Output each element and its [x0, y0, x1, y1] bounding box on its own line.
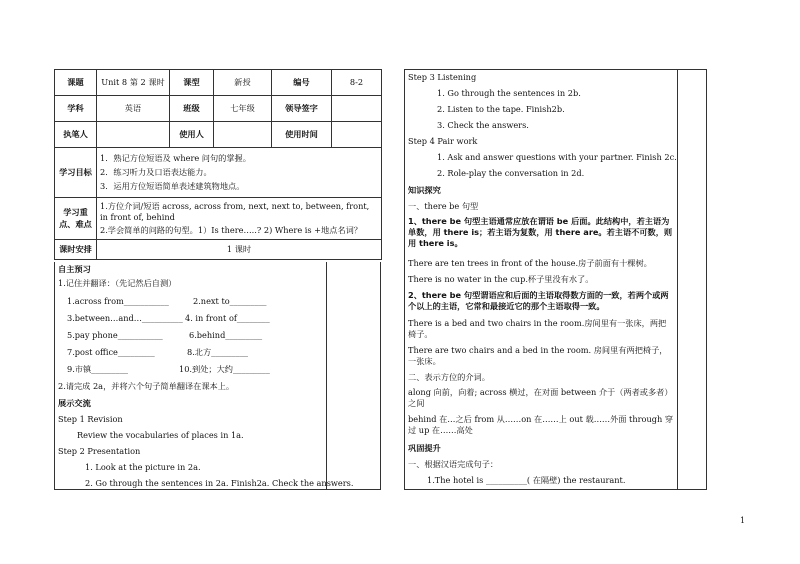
example-sentence: There is a bed and two chairs in the room.房间里有一张床，两把椅子。: [408, 318, 667, 340]
vocab-item: 9.市镇_________: [67, 364, 129, 374]
example-sentence: There are ten trees in front of the house.房子前面有十棵树。: [408, 258, 652, 268]
key-point-2: 2.学会简单的问路的句型。1）Is there…..? 2) Where is +地点名词？: [100, 225, 362, 236]
step-1-body: Review the vocabularies of places in 1a.: [77, 430, 244, 440]
value-leader-sign: [332, 96, 382, 122]
explore-title: 知识探究: [408, 185, 441, 195]
vocab-item: 10.到处；大约_________: [179, 364, 270, 374]
step-2-item: 2. Go through the sentences in 2a. Finish2a. Check the answers.: [85, 478, 354, 488]
step-1-heading: Step 1 Revision: [58, 414, 123, 424]
prepositions-1: along 向前，向着; across 横过，在对面 between 介于（两者或多者）之间: [408, 387, 673, 409]
show-title: 展示交流: [58, 398, 91, 408]
step-4-heading: Step 4 Pair work: [408, 136, 478, 146]
section-2-heading: 二、表示方位的介词。: [408, 372, 490, 382]
vocab-item: 1.across from___________: [67, 296, 169, 306]
label-subject: 学科: [55, 96, 97, 122]
vocab-item: 7.post office_________: [67, 347, 155, 357]
value-number: 8-2: [332, 70, 382, 96]
key-points: [97, 198, 382, 240]
value-subject: 英语: [97, 96, 170, 122]
preview-instruction: 1.记住并翻译：（先记然后自测）: [58, 278, 177, 288]
label-leader-sign: 领导签字: [272, 96, 332, 122]
step-3-item: 1. Go through the sentences in 2b.: [437, 88, 581, 98]
task-2: 2.请完成 2a，并将六个句子简单翻译在课本上。: [58, 381, 235, 391]
label-author: 执笔人: [55, 122, 97, 148]
step-3-heading: Step 3 Listening: [408, 72, 477, 82]
notes-column-divider: [326, 262, 327, 489]
step-2-item: 1. Look at the picture in 2a.: [85, 462, 201, 472]
rule-2: 2、there be 句型谓语应和后面的主语取得数方面的一致，若两个或两个以上的主语，它常和最接近它的那个主语取得一致。: [408, 290, 669, 312]
lesson-info-table: [54, 69, 382, 260]
vocab-item: 5.pay phone___________: [67, 330, 163, 340]
label-learning-goals: 学习目标: [55, 148, 97, 198]
step-3-item: 3. Check the answers.: [437, 120, 529, 130]
goal-item: 3．运用方位短语简单表述建筑物地点。: [100, 181, 245, 192]
vocab-item: 2.next to_________: [193, 296, 267, 306]
schedule-value: 1 课时: [97, 240, 382, 260]
prepositions-2: behind 在…之后 from 从……on 在……上 out 载……外面 through 穿过 up 在……高处: [408, 414, 674, 436]
preview-title: 自主预习: [58, 264, 91, 274]
label-lesson-type: 课型: [170, 70, 214, 96]
rule-1: 1、there be 句型主语通常应放在谓语 be 后面。此结构中，若主语为单数，用 there is；若主语为复数，用 there are。若主语不可数，则用 there is。: [408, 216, 673, 249]
label-user: 使用人: [170, 122, 214, 148]
question-1: 1.The hotel is __________( 在隔壁) the restaurant.: [427, 475, 626, 485]
label-class: 班级: [170, 96, 214, 122]
learning-goals: [97, 148, 382, 198]
example-sentence: There is no water in the cup.杯子里没有水了。: [408, 274, 594, 284]
step-2-heading: Step 2 Presentation: [58, 446, 141, 456]
label-topic: 课题: [55, 70, 97, 96]
key-point-1: 1.方位介词/短语 across, across from, next, next to, between, front, in front of, behind: [100, 200, 370, 222]
left-body-box: [54, 262, 381, 490]
label-key-points: 学习重点、难点: [55, 198, 97, 240]
section-1-heading: 一、there be 句型: [408, 201, 479, 211]
page-number: 1: [740, 516, 746, 525]
vocab-item: 6.behind_________: [189, 330, 263, 340]
vocab-item: 4. in front of________: [185, 313, 270, 323]
label-schedule: 课时安排: [55, 240, 97, 260]
goal-item: 2．练习听力及口语表达能力。: [100, 166, 212, 177]
label-use-time: 使用时间: [272, 122, 332, 148]
value-class: 七年级: [214, 96, 272, 122]
step-3-item: 2. Listen to the tape. Finish2b.: [437, 104, 565, 114]
vocab-item: 3.between…and…__________: [67, 313, 183, 323]
consolidate-title: 巩固提升: [408, 443, 441, 453]
label-number: 编号: [272, 70, 332, 96]
step-4-item: 2. Role-play the conversation in 2d.: [437, 168, 585, 178]
section-3-heading: 一、根据汉语完成句子：: [408, 459, 499, 469]
example-sentence: There are two chairs and a bed in the room. 房间里有两把椅子，一张床。: [408, 345, 668, 367]
value-lesson-type: 新授: [214, 70, 272, 96]
value-topic: Unit 8 第 2 课时: [97, 70, 170, 96]
value-use-time: [332, 122, 382, 148]
notes-column-divider: [677, 70, 678, 489]
step-4-item: 1. Ask and answer questions with your partner. Finish 2c.: [437, 152, 677, 162]
value-user: [214, 122, 272, 148]
goal-item: 1．熟记方位短语及 where 问句的掌握。: [100, 152, 251, 163]
value-author: [97, 122, 170, 148]
vocab-item: 8.北方_________: [187, 347, 249, 357]
right-column-box: [404, 69, 707, 490]
